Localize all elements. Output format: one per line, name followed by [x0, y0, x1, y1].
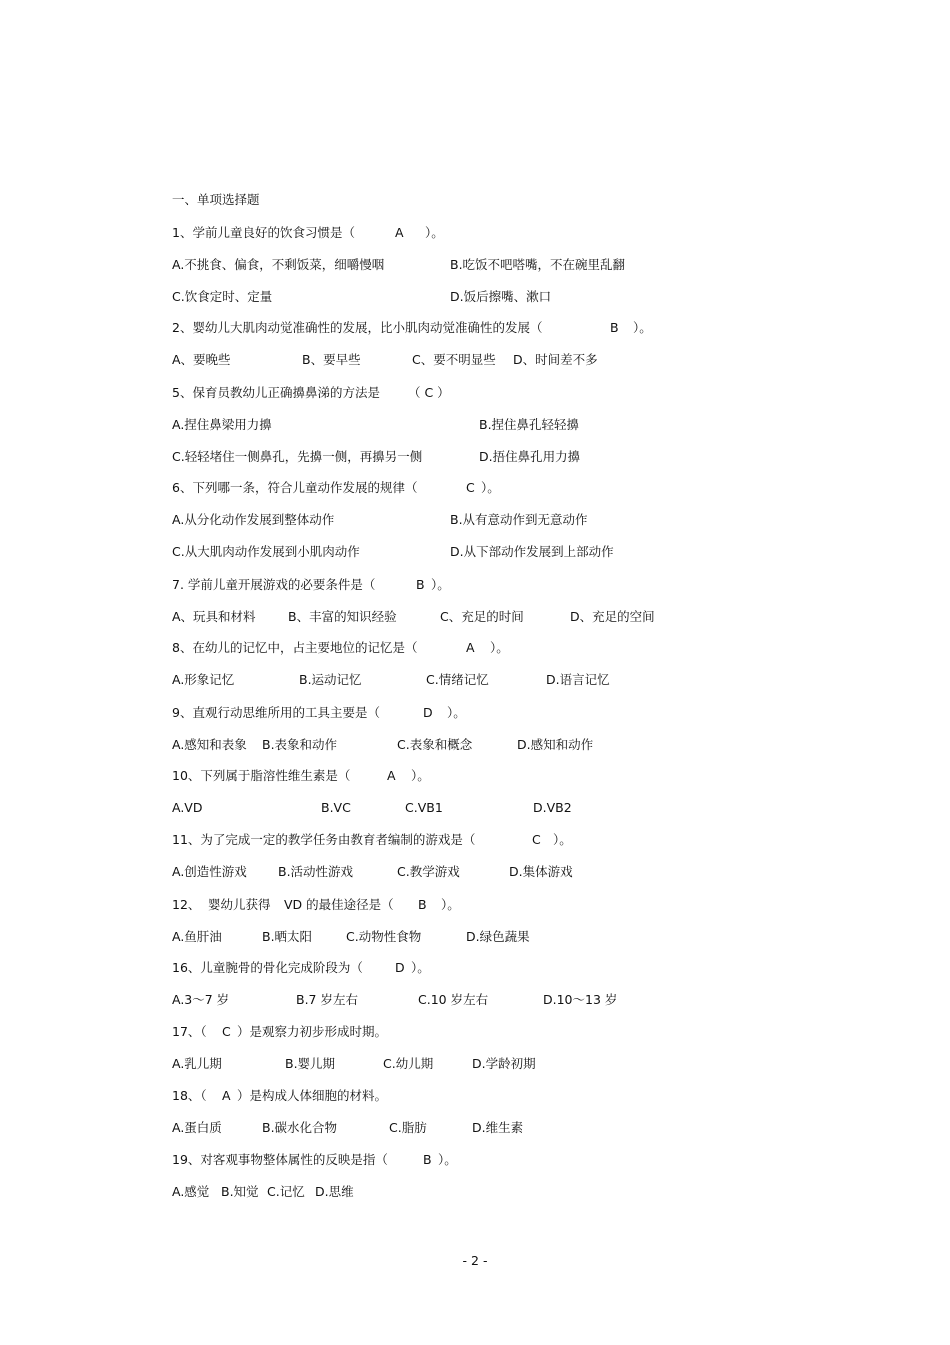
answer-letter: D — [395, 960, 405, 975]
option-row — [0, 670, 950, 690]
option-a: A.形象记忆 — [172, 672, 235, 687]
question-stem — [0, 895, 950, 915]
option-b: B.碳水化合物 — [262, 1120, 338, 1135]
option-a: A.不挑食、偏食，不剩饭菜，细嚼慢咽 — [172, 257, 385, 272]
option-row — [0, 862, 950, 882]
question-stem — [0, 958, 950, 978]
option-a: A.感觉 — [172, 1184, 210, 1199]
answer-letter: C — [466, 480, 475, 495]
stem-text: ）。 — [481, 480, 500, 495]
option-d: D、时间差不多 — [513, 352, 598, 367]
stem-text: 17、（ — [172, 1024, 207, 1039]
option-d: D.思维 — [315, 1184, 354, 1199]
option-d: D.维生素 — [472, 1120, 524, 1135]
option-row — [0, 735, 950, 755]
option-b: B、要早些 — [302, 352, 361, 367]
option-row — [0, 255, 950, 275]
option-b: B.婴儿期 — [285, 1056, 336, 1071]
stem-text: ）。 — [441, 897, 460, 912]
option-b: B.7 岁左右 — [296, 992, 358, 1007]
option-row — [0, 287, 950, 307]
option-a: A.VD — [172, 800, 203, 815]
question-stem — [0, 1150, 950, 1170]
answer-letter: B — [423, 1152, 432, 1167]
question-stem — [0, 223, 950, 243]
option-c: C.动物性食物 — [346, 929, 422, 944]
question-stem — [0, 830, 950, 850]
option-row — [0, 927, 950, 947]
stem-text: ）。 — [490, 640, 509, 655]
option-c: C.轻轻堵住一侧鼻孔，先擤一侧，再擤另一侧 — [172, 449, 423, 464]
option-a: A.感知和表象 — [172, 737, 247, 752]
option-a: A.从分化动作发展到整体动作 — [172, 512, 335, 527]
option-c: C.脂肪 — [389, 1120, 427, 1135]
question-stem — [0, 1022, 950, 1042]
stem-text: 2、婴幼儿大肌肉动觉准确性的发展，比小肌肉动觉准确性的发展（ — [172, 320, 543, 335]
option-d: D.集体游戏 — [509, 864, 573, 879]
option-c: C.饮食定时、定量 — [172, 289, 273, 304]
option-b: B.晒太阳 — [262, 929, 313, 944]
option-row — [0, 798, 950, 818]
option-d: D.捂住鼻孔用力擤 — [479, 449, 581, 464]
option-b: B.知觉 — [221, 1184, 259, 1199]
question-stem — [0, 766, 950, 786]
answer-letter: C — [222, 1024, 231, 1039]
option-d: D、充足的空间 — [570, 609, 655, 624]
stem-text: ）。 — [431, 577, 450, 592]
question-stem — [0, 478, 950, 498]
stem-text: 10、下列属于脂溶性维生素是（ — [172, 768, 351, 783]
option-d: D.从下部动作发展到上部动作 — [450, 544, 614, 559]
answer-letter: A — [387, 768, 396, 783]
option-row — [0, 607, 950, 627]
stem-text: 8、在幼儿的记忆中，占主要地位的记忆是（ — [172, 640, 418, 655]
stem-text: （ C ） — [408, 385, 450, 400]
option-b: B.表象和动作 — [262, 737, 338, 752]
option-a: A.捏住鼻梁用力擤 — [172, 417, 272, 432]
option-c: C.教学游戏 — [397, 864, 460, 879]
option-b: B.活动性游戏 — [278, 864, 354, 879]
option-a: A、玩具和材料 — [172, 609, 256, 624]
option-a: A.3～7 岁 — [172, 992, 230, 1007]
option-c: C.记忆 — [267, 1184, 305, 1199]
answer-letter: B — [610, 320, 619, 335]
option-c: C.10 岁左右 — [418, 992, 489, 1007]
stem-text: 7. 学前儿童开展游戏的必要条件是（ — [172, 577, 376, 592]
answer-letter: C — [532, 832, 541, 847]
option-c: C.从大肌肉动作发展到小肌肉动作 — [172, 544, 360, 559]
question-stem — [0, 638, 950, 658]
answer-letter: B — [418, 897, 427, 912]
stem-text: ）是观察力初步形成时期。 — [237, 1024, 388, 1039]
option-b: B.吃饭不吧嗒嘴，不在碗里乱翻 — [450, 257, 626, 272]
option-row — [0, 990, 950, 1010]
option-b: B.捏住鼻孔轻轻擤 — [479, 417, 580, 432]
stem-text: VD 的最佳途径是（ — [284, 897, 394, 912]
option-a: A.鱼肝油 — [172, 929, 222, 944]
stem-text: 5、保育员教幼儿正确擤鼻涕的方法是 — [172, 385, 380, 400]
page-number: - 2 - — [462, 1253, 488, 1268]
option-b: B.运动记忆 — [299, 672, 362, 687]
option-d: D.饭后擦嘴、漱口 — [450, 289, 552, 304]
option-d: D.10～13 岁 — [543, 992, 618, 1007]
question-stem — [0, 575, 950, 595]
answer-letter: A — [395, 225, 404, 240]
answer-letter: D — [423, 705, 433, 720]
answer-letter: A — [466, 640, 475, 655]
stem-text: ）。 — [447, 705, 466, 720]
option-d: D.学龄初期 — [472, 1056, 536, 1071]
option-b: B、丰富的知识经验 — [288, 609, 397, 624]
option-row — [0, 510, 950, 530]
option-a: A.乳儿期 — [172, 1056, 222, 1071]
option-d: D.感知和动作 — [517, 737, 594, 752]
question-stem — [0, 318, 950, 338]
option-c: C.VB1 — [405, 800, 443, 815]
stem-text: 19、对客观事物整体属性的反映是指（ — [172, 1152, 388, 1167]
option-row — [0, 1182, 950, 1202]
option-d: D.语言记忆 — [546, 672, 610, 687]
section-heading: 一、单项选择题 — [172, 192, 260, 207]
option-c: C、充足的时间 — [440, 609, 524, 624]
option-a: A.蛋白质 — [172, 1120, 222, 1135]
question-stem — [0, 1086, 950, 1106]
stem-text: 婴幼儿获得 — [208, 897, 271, 912]
option-d: D.VB2 — [533, 800, 572, 815]
answer-letter: B — [416, 577, 425, 592]
option-row — [0, 447, 950, 467]
option-a: A、要晚些 — [172, 352, 231, 367]
option-d: D.绿色蔬果 — [466, 929, 530, 944]
answer-letter: A — [222, 1088, 231, 1103]
stem-text: 11、为了完成一定的教学任务由教育者编制的游戏是（ — [172, 832, 476, 847]
stem-text: ）。 — [411, 960, 430, 975]
question-stem — [0, 703, 950, 723]
option-row — [0, 350, 950, 370]
stem-text: 9、直观行动思维所用的工具主要是（ — [172, 705, 380, 720]
stem-text: ）。 — [411, 768, 430, 783]
option-c: C、要不明显些 — [412, 352, 496, 367]
option-c: C.幼儿期 — [383, 1056, 434, 1071]
question-stem — [0, 383, 950, 403]
option-c: C.表象和概念 — [397, 737, 473, 752]
stem-text: ）。 — [553, 832, 572, 847]
stem-text: 1、学前儿童良好的饮食习惯是（ — [172, 225, 355, 240]
option-row — [0, 1118, 950, 1138]
option-b: B.VC — [321, 800, 351, 815]
option-b: B.从有意动作到无意动作 — [450, 512, 588, 527]
stem-text: 12、 — [172, 897, 201, 912]
stem-text: 18、（ — [172, 1088, 207, 1103]
option-c: C.情绪记忆 — [426, 672, 489, 687]
option-row — [0, 1054, 950, 1074]
stem-text: ）。 — [633, 320, 652, 335]
stem-text: ）。 — [438, 1152, 457, 1167]
stem-text: ）是构成人体细胞的材料。 — [237, 1088, 388, 1103]
stem-text: 16、儿童腕骨的骨化完成阶段为（ — [172, 960, 363, 975]
option-row — [0, 542, 950, 562]
stem-text: ）。 — [425, 225, 444, 240]
option-a: A.创造性游戏 — [172, 864, 247, 879]
option-row — [0, 415, 950, 435]
stem-text: 6、下列哪一条，符合儿童动作发展的规律（ — [172, 480, 418, 495]
